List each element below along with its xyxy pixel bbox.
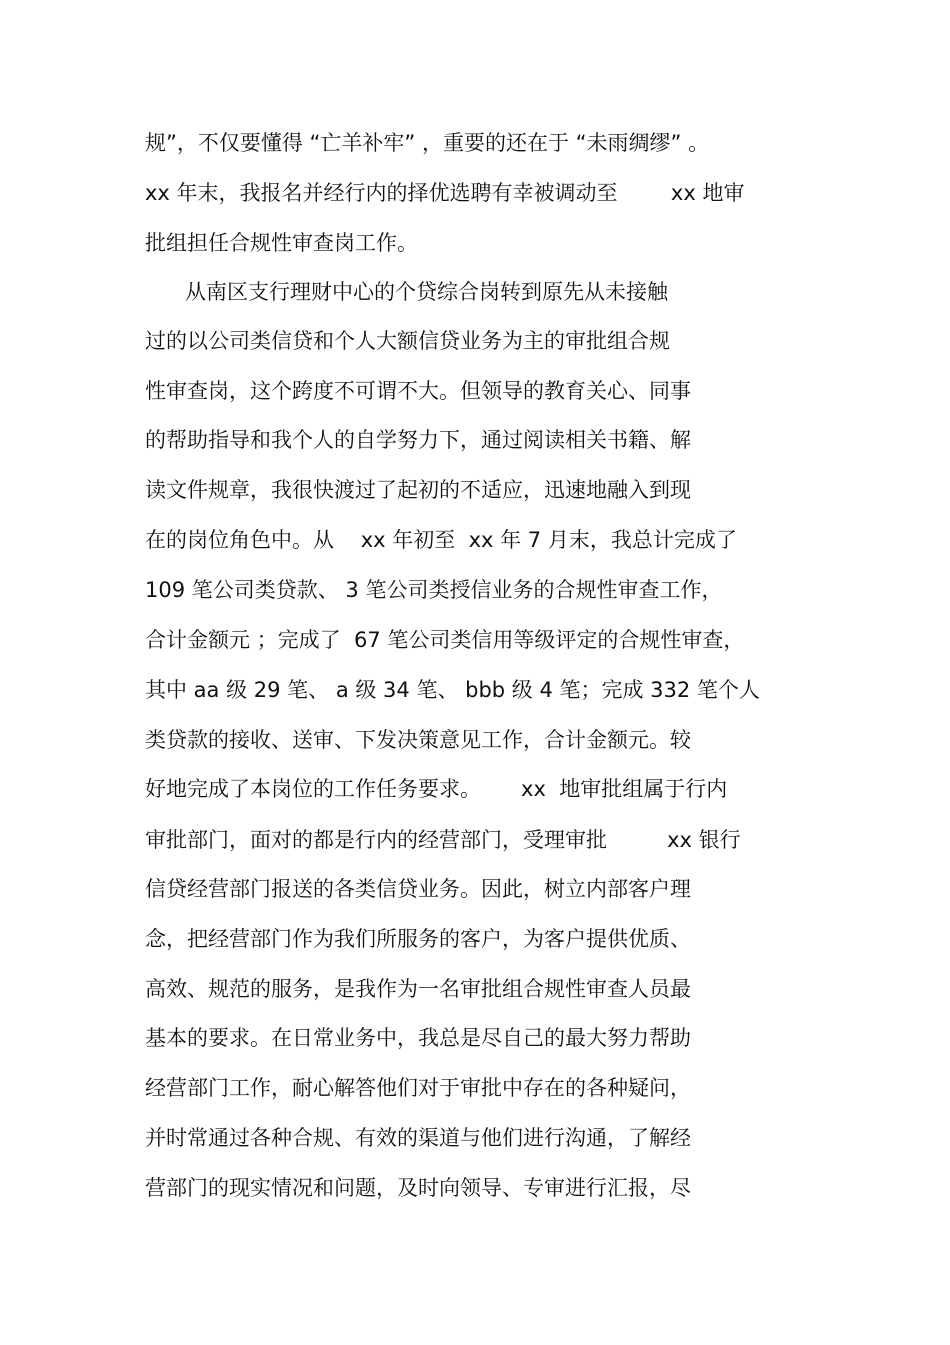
text-line: 的帮助指导和我个人的自学努力下，通过阅读相关书籍、解 bbox=[145, 428, 691, 452]
text-line: 过的以公司类信贷和个人大额信贷业务为主的审批组合规 bbox=[145, 329, 670, 353]
text-line: 并时常通过各种合规、有效的渠道与他们进行沟通，了解经 bbox=[145, 1126, 691, 1150]
text-line: 从南区支行理财中心的个贷综合岗转到原先从未接触 bbox=[145, 280, 669, 304]
text-line: 109 笔公司类贷款、 3 笔公司类授信业务的合规性审查工作， bbox=[145, 578, 723, 602]
text-line: 高效、规范的服务，是我作为一名审批组合规性审查人员最 bbox=[145, 977, 691, 1001]
text-line: 合计金额元 ；完成了 67 笔公司类信用等级评定的合规性审查， bbox=[145, 628, 745, 652]
text-line: 好地完成了本岗位的工作任务要求。 xx 地审批组属于行内 bbox=[145, 777, 728, 801]
text-line: 信贷经营部门报送的各类信贷业务。因此，树立内部客户理 bbox=[145, 877, 691, 901]
text-line: 经营部门工作，耐心解答他们对于审批中存在的各种疑问， bbox=[145, 1076, 691, 1100]
text-line: 审批部门，面对的都是行内的经营部门，受理审批 xx 银行 bbox=[145, 828, 741, 852]
text-line: 读文件规章，我很快渡过了起初的不适应，迅速地融入到现 bbox=[145, 478, 691, 502]
text-line: 其中 aa 级 29 笔、 a 级 34 笔、 bbb 级 4 笔；完成 332 笔个人 bbox=[145, 678, 760, 702]
text-line: 基本的要求。在日常业务中，我总是尽自己的最大努力帮助 bbox=[145, 1026, 691, 1050]
text-line: 性审查岗，这个跨度不可谓不大。但领导的教育关心、同事 bbox=[145, 379, 691, 403]
text-line: 念，把经营部门作为我们所服务的客户，为客户提供优质、 bbox=[145, 927, 691, 951]
text-line: 批组担任合规性审查岗工作。 bbox=[145, 231, 418, 255]
text-line: xx 年末，我报名并经行内的择优选聘有幸被调动至 xx 地审 bbox=[145, 181, 745, 205]
text-line: 营部门的现实情况和问题，及时向领导、专审进行汇报，尽 bbox=[145, 1176, 691, 1200]
text-line: 类贷款的接收、送审、下发决策意见工作，合计金额元。较 bbox=[145, 728, 691, 752]
text-line: 规”，不仅要懂得 “亡羊补牢” ，重要的还在于 “未雨绸缪” 。 bbox=[145, 131, 710, 155]
text-line: 在的岗位角色中。从 xx 年初至 xx 年 7 月末，我总计完成了 bbox=[145, 528, 737, 552]
